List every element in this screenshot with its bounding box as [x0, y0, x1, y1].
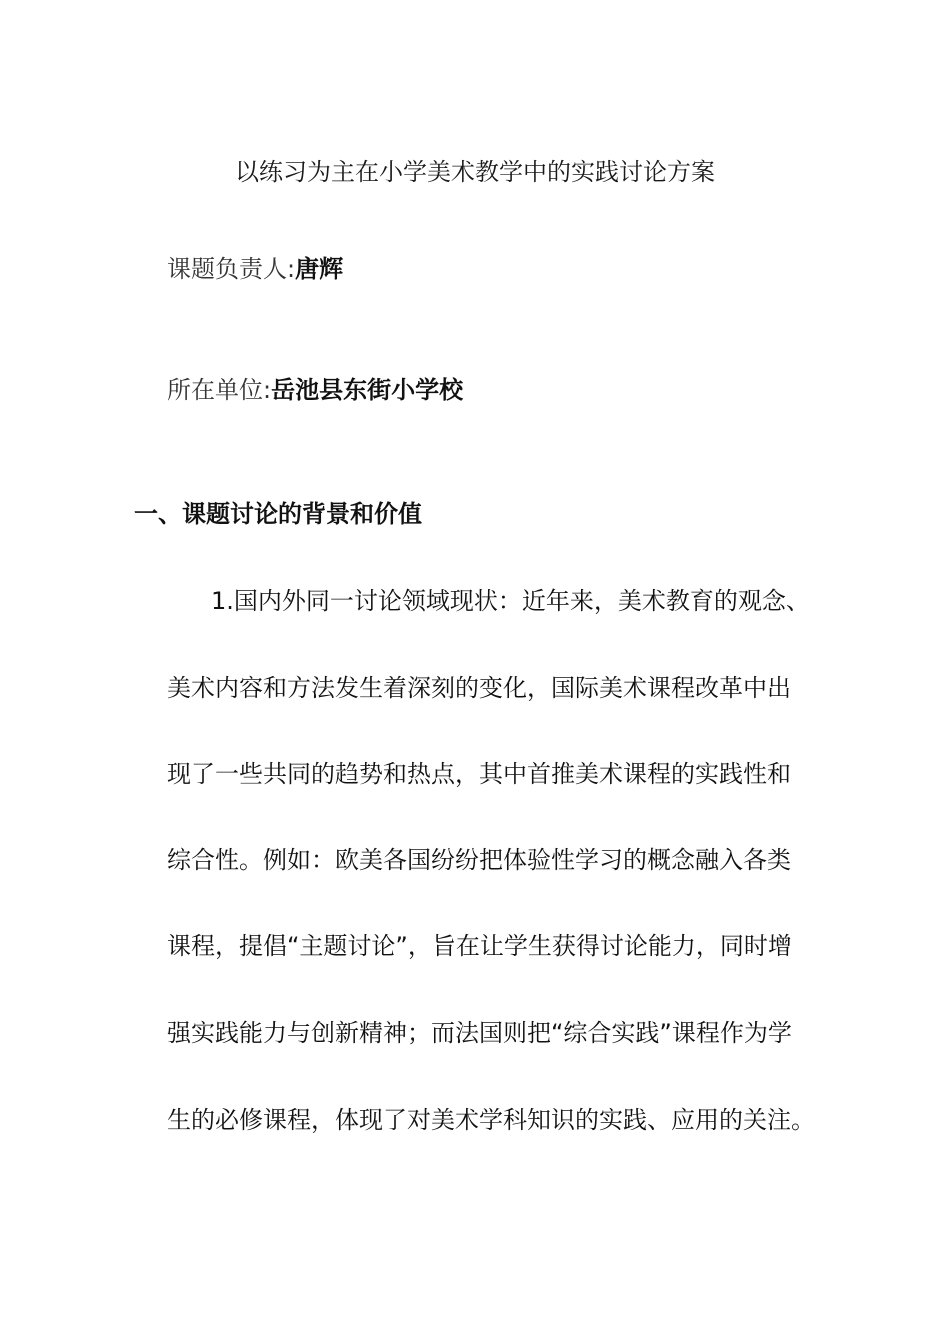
affiliation-line [167, 372, 463, 408]
paragraph-line: 1.国内外同一讨论领域现状：近年来，美术教育的观念、 [211, 587, 810, 615]
document-title: 以练习为主在小学美术教学中的实践讨论方案 [235, 158, 715, 186]
paragraph-line: 课程，提倡“主题讨论”，旨在让学生获得讨论能力，同时增 [167, 932, 792, 960]
paragraph-line: 现了一些共同的趋势和热点，其中首推美术课程的实践性和 [167, 760, 791, 788]
project-leader-line [167, 251, 343, 287]
section-heading: 一、课题讨论的背景和价值 [134, 500, 422, 528]
affiliation-label: 所在单位: [167, 376, 272, 404]
project-leader-label: 课题负责人: [167, 255, 296, 283]
project-leader-name: 唐辉 [295, 255, 344, 283]
paragraph-line: 生的必修课程，体现了对美术学科知识的实践、应用的关注。 [167, 1106, 815, 1134]
paragraph-line: 综合性。例如：欧美各国纷纷把体验性学习的概念融入各类 [167, 846, 791, 874]
paragraph-line: 强实践能力与创新精神；而法国则把“综合实践”课程作为学 [167, 1019, 792, 1047]
paragraph-line: 美术内容和方法发生着深刻的变化，国际美术课程改革中出 [167, 674, 791, 702]
affiliation-name: 岳池县东街小学校 [271, 376, 464, 404]
